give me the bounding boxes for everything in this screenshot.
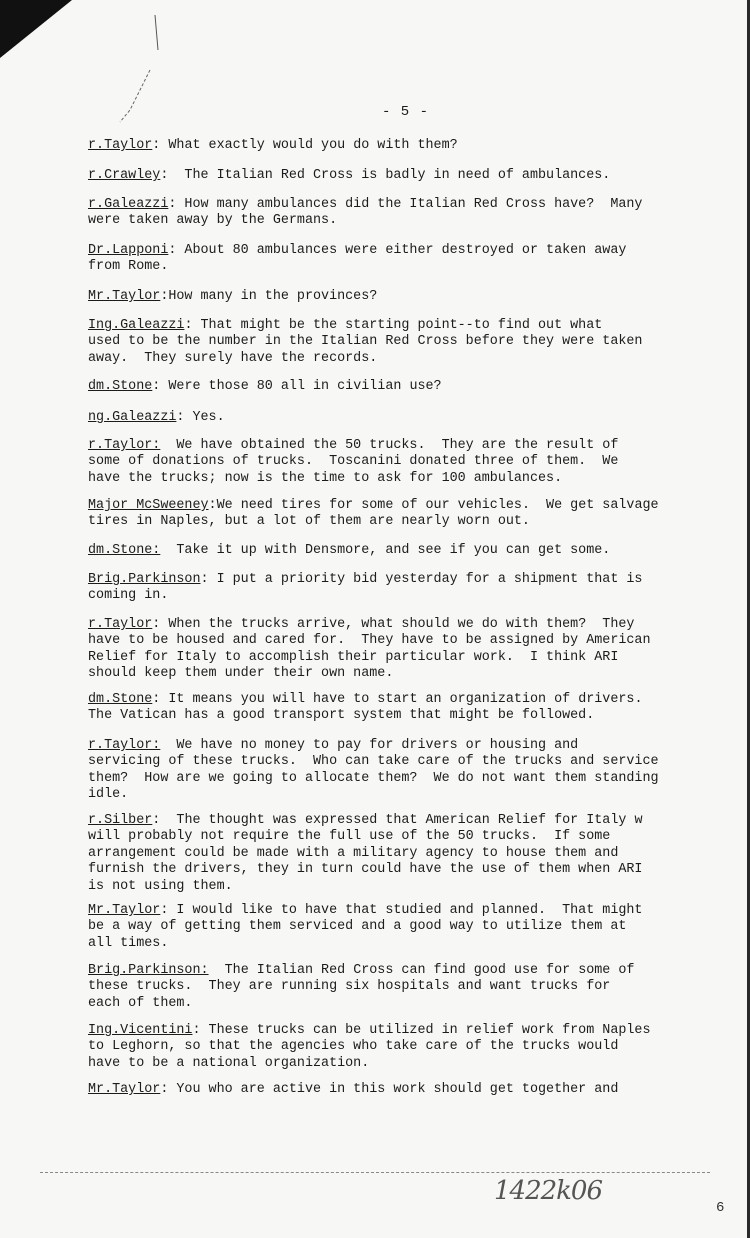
transcript-entry: [88, 168, 716, 184]
transcript-entry: [88, 1023, 716, 1072]
transcript-entry: [88, 1082, 716, 1098]
entry-text: : The Italian Red Cross is badly in need of ambulances.: [160, 168, 611, 183]
transcript-entry: [88, 963, 716, 1012]
entry-text: : How many ambulances did the Italian Red Cross have? Many were taken away by the Germans.: [88, 197, 643, 229]
transcript-entry: [88, 498, 716, 531]
speaker-name: Dr.Lapponi: [88, 243, 169, 258]
speaker-name: r.Taylor: [88, 138, 153, 153]
speaker-name: r.Taylor: [88, 617, 153, 632]
transcript-entry: [88, 438, 716, 487]
transcript-entry: [88, 289, 716, 305]
transcript-entry: [88, 903, 716, 952]
speaker-name: dm.Stone:: [88, 543, 161, 558]
transcript-entry: [88, 617, 716, 683]
transcript-entry: [88, 138, 716, 154]
entry-text: : These trucks can be utilized in relief work from Naples to Leghorn, so that the agencies who take care of the trucks would have to be a national organization.: [88, 1023, 651, 1071]
speaker-name: Mr.Taylor: [88, 903, 161, 918]
speaker-name: r.Silber: [88, 813, 153, 828]
speaker-name: ng.Galeazzi: [88, 410, 177, 425]
entry-text: : It means you will have to start an organization of drivers. The Vatican has a good transport system that might be followed.: [88, 692, 643, 724]
entry-text: : I would like to have that studied and planned. That might be a way of getting them serviced and a good way to utilize them at all times.: [88, 903, 643, 951]
entry-text: We have no money to pay for drivers or housing and servicing of these trucks. Who can take care of the trucks and service them? How are we going to allocate them? We do not want them standing idle.: [88, 738, 659, 803]
torn-corner: [0, 0, 72, 58]
entry-text: : Yes.: [176, 410, 225, 425]
transcript-entry: [88, 813, 716, 895]
speaker-name: Ing.Vicentini: [88, 1023, 193, 1038]
entry-text: : The thought was expressed that American Relief for Italy w will probably not require the full use of the 50 trucks. If some arrangement could be made with a military agency to house them and furnish the drivers, they in turn could have the use of them when ARI is not using them.: [88, 813, 643, 894]
entry-text: : Were those 80 all in civilian use?: [152, 379, 442, 394]
entry-text: The Italian Red Cross can find good use for some of these trucks. They are running six hospitals and want trucks for each of them.: [88, 963, 635, 1011]
entry-text: : That might be the starting point--to find out what used to be the number in the Italian Red Cross before they were taken away. They surely have the records.: [88, 318, 643, 366]
bottom-rule: [40, 1172, 710, 1173]
entry-text: :We need tires for some of our vehicles. We get salvage tires in Naples, but a lot of them are nearly worn out.: [88, 498, 659, 530]
transcript-entry: [88, 243, 716, 276]
speaker-name: r.Taylor:: [88, 438, 161, 453]
entry-text: We have obtained the 50 trucks. They are the result of some of donations of trucks. Toscanini donated three of them. We have the trucks; now is the time to ask for 100 ambulances.: [88, 438, 619, 486]
speaker-name: Mr.Taylor: [88, 1082, 161, 1097]
speaker-name: dm.Stone: [88, 692, 153, 707]
transcript-entry: [88, 410, 716, 426]
speaker-name: r.Crawley: [88, 168, 161, 183]
transcript-entry: [88, 738, 716, 804]
transcript-entry: [88, 197, 716, 230]
transcript-entry: [88, 692, 716, 725]
entry-text: Take it up with Densmore, and see if you can get some.: [160, 543, 611, 558]
entry-text: :How many in the provinces?: [160, 289, 378, 304]
margin-mark: 6: [716, 1200, 725, 1216]
speaker-name: dm.Stone: [88, 379, 153, 394]
pen-scratch-marks: [110, 10, 180, 130]
speaker-name: Mr.Taylor: [88, 289, 161, 304]
speaker-name: Ing.Galeazzi: [88, 318, 185, 333]
transcript-entry: [88, 318, 716, 367]
transcript-entry: [88, 543, 716, 559]
entry-text: : When the trucks arrive, what should we do with them? They have to be housed and cared for. They have to be assigned by American Relief for Italy to accomplish their particular work. I think ARI should keep them under their own name.: [88, 617, 651, 682]
transcript-entry: [88, 379, 716, 395]
speaker-name: Brig.Parkinson: [88, 572, 201, 587]
entry-text: : I put a priority bid yesterday for a shipment that is coming in.: [88, 572, 643, 604]
entry-text: : About 80 ambulances were either destroyed or taken away from Rome.: [88, 243, 627, 275]
speaker-name: r.Taylor:: [88, 738, 161, 753]
entry-text: : You who are active in this work should get together and: [160, 1082, 619, 1097]
entry-text: : What exactly would you do with them?: [152, 138, 458, 153]
handwritten-archive-number: 1422k06: [494, 1176, 603, 1206]
transcript-entry: [88, 572, 716, 605]
speaker-name: Brig.Parkinson:: [88, 963, 209, 978]
page-number: - 5 -: [382, 104, 430, 120]
speaker-name: r.Galeazzi: [88, 197, 169, 212]
speaker-name: Major McSweeney: [88, 498, 209, 513]
